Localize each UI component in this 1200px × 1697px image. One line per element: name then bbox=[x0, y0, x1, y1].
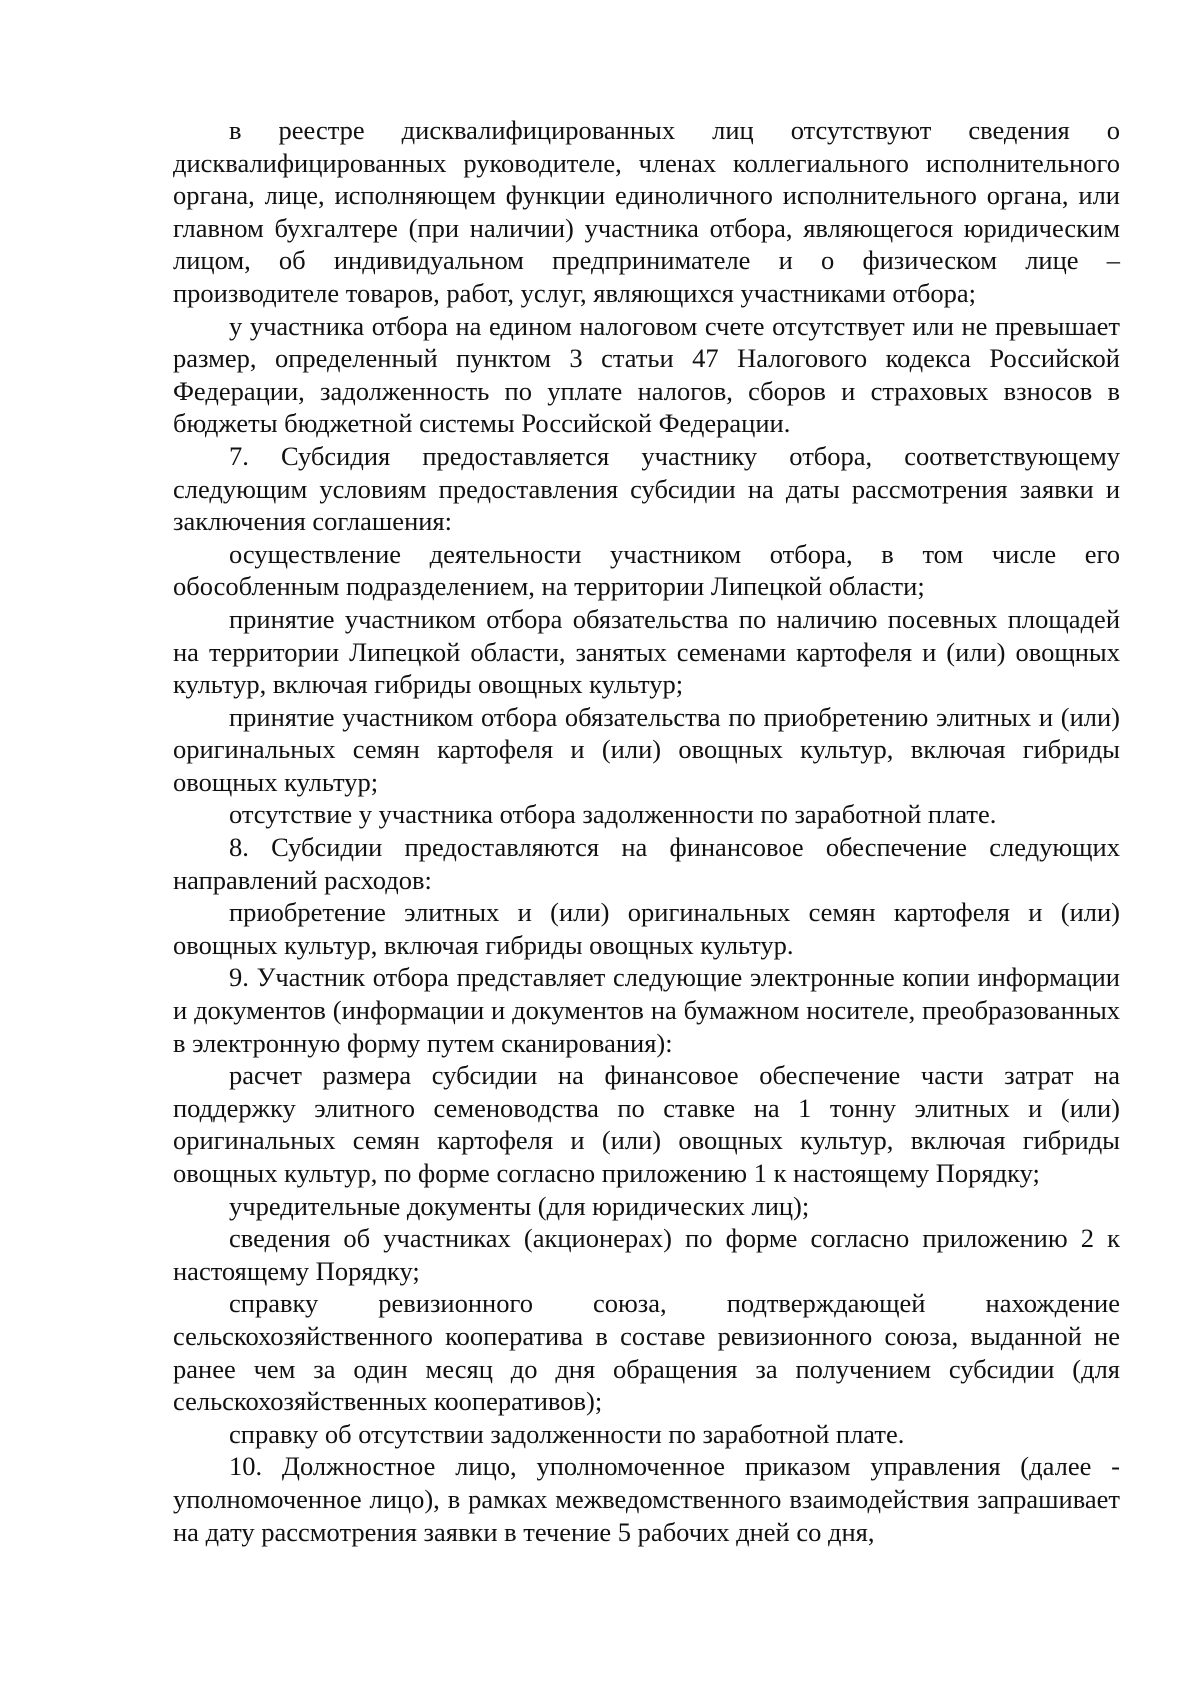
paragraph-item-8: 8. Субсидии предоставляются на финансовое обеспечение следующих направлений расходов: bbox=[173, 832, 1120, 895]
paragraph-seed-acquisition: приобретение элитных и (или) оригинальных семян картофеля и (или) овощных культур, включая гибриды овощных культур. bbox=[173, 897, 1120, 960]
paragraph-subsidy-calculation: расчет размера субсидии на финансовое обеспечение части затрат на поддержку элитного семеноводства по ставке на 1 тонну элитных и (или) оригинальных семян картофеля и (или) овощных культур, включая гибриды овощных культур, по форме согласно приложению 1 к настоящему Порядку; bbox=[173, 1060, 1120, 1188]
paragraph-sowing-areas: принятие участником отбора обязательства по наличию посевных площадей на территории Липецкой области, занятых семенами картофеля и (или) овощных культур, включая гибриды овощных культур; bbox=[173, 603, 1120, 700]
paragraph-item-7: 7. Субсидия предоставляется участнику отбора, соответствующему следующим условиям предоставления субсидии на даты рассмотрения заявки и заключения соглашения: bbox=[173, 440, 1120, 537]
paragraph-no-wage-debt-certificate: справку об отсутствии задолженности по заработной плате. bbox=[229, 1418, 905, 1449]
paragraph-item-9: 9. Участник отбора представляет следующие электронные копии информации и документов (информации и документов на бумажном носителе, преобразованных в электронную форму путем сканирования): bbox=[173, 962, 1120, 1058]
document-body bbox=[173, 114, 1120, 1548]
paragraph-founding-documents: учредительные документы (для юридических лиц); bbox=[229, 1190, 810, 1221]
paragraph-activity-lipetsk: осуществление деятельности участником отбора, в том числе его обособленным подразделением, на территории Липецкой области; bbox=[173, 538, 1120, 602]
paragraph-no-wage-debt: отсутствие у участника отбора задолженности по заработной плате. bbox=[229, 799, 997, 830]
paragraph-tax-debt: у участника отбора на едином налоговом счете отсутствует или не превышает размер, определенный пунктом 3 статьи 47 Налогового кодекса Российской Федерации, задолженность по уплате налогов, сборов и страховых взносов в бюджеты бюджетной системы Российской Федерации. bbox=[173, 310, 1120, 439]
paragraph-shareholders-info: сведения об участниках (акционерах) по форме согласно приложению 2 к настоящему Порядку; bbox=[173, 1223, 1120, 1286]
paragraph-disqualified-registry: в реестре дисквалифицированных лиц отсутствуют сведения о дисквалифицированных руководителе, членах коллегиального исполнительного органа, лице, исполняющем функции единоличного исполнительного органа, или главном бухгалтере (при наличии) участника отбора, являющегося юридическим лицом, об индивидуальном предпринимателе и о физическом лице – производителе товаров, работ, услуг, являющихся участниками отбора; bbox=[173, 115, 1120, 308]
paragraph-item-10: 10. Должностное лицо, уполномоченное приказом управления (далее - уполномоченное лицо), в рамках межведомственного взаимодействия запрашивает на дату рассмотрения заявки в течение 5 рабочих дней со дня, bbox=[173, 1451, 1120, 1547]
paragraph-seed-purchase-obligation: принятие участником отбора обязательства по приобретению элитных и (или) оригинальных семян картофеля и (или) овощных культур, включая гибриды овощных культур; bbox=[173, 701, 1120, 797]
paragraph-audit-union-certificate: справку ревизионного союза, подтверждающей нахождение сельскохозяйственного кооператива в составе ревизионного союза, выданной не ранее чем за один месяц до дня обращения за получением субсидии (для сельскохозяйственных кооперативов); bbox=[173, 1288, 1120, 1417]
